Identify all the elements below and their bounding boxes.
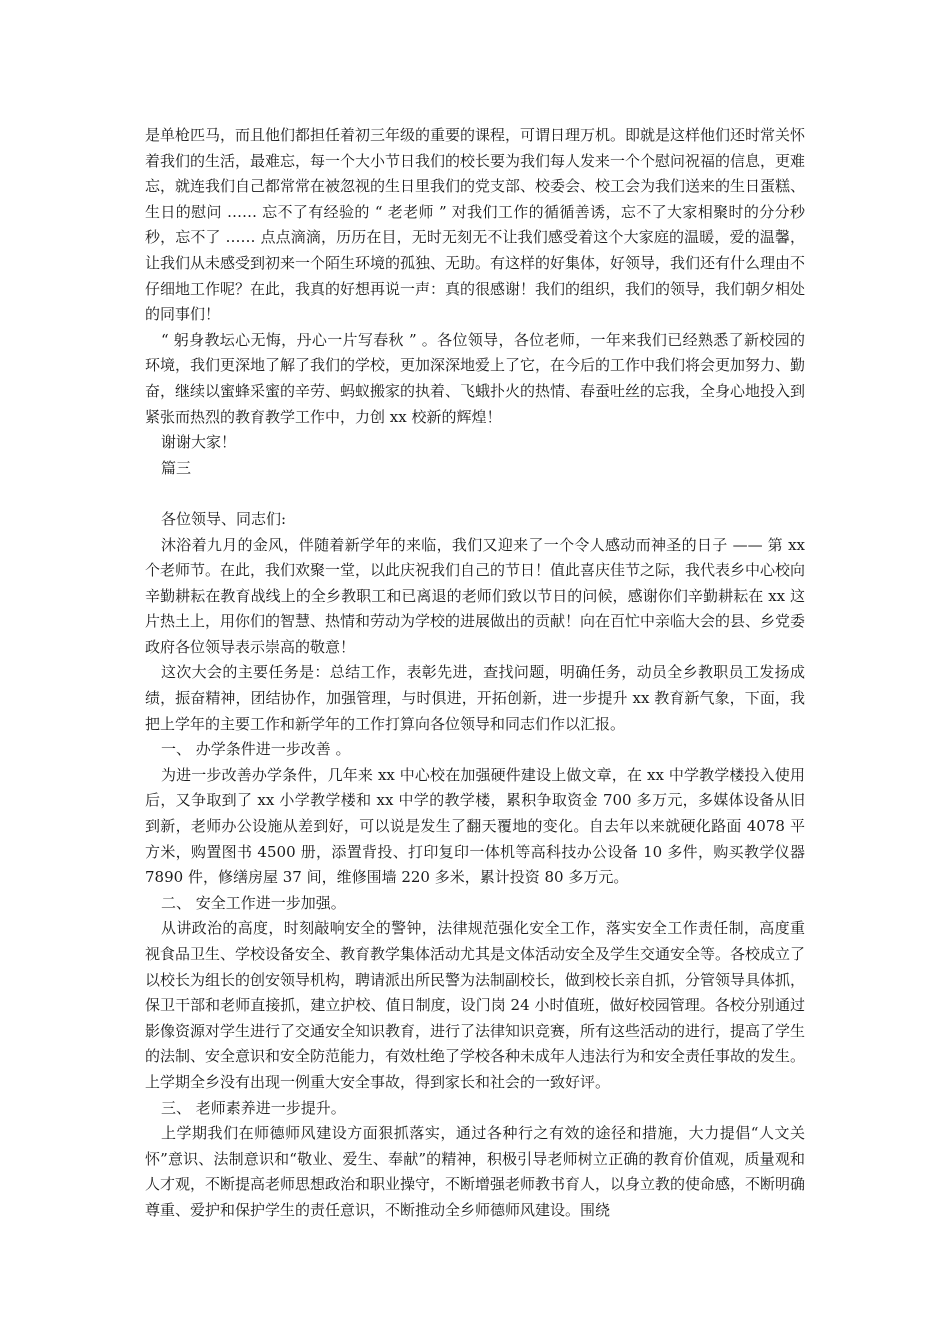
salutation: 各位领导、同志们: [161,509,287,528]
heading-section-2: 二、 安全工作进一步加强。 [161,893,346,912]
heading-section-3: 三、 老师素养进一步提升。 [161,1098,346,1117]
paragraph-2: “ 躬身教坛心无悔，丹心一片写春秋 ” 。各位领导，各位老师，一年来我们已经熟悉了新校园的环境，我们更深地了解了我们的学校，更加深深地爱上了它，在今后的工作中我们将会更加努力、勤奋，继续以蜜蜂采蜜的辛劳、蚂蚁搬家的执着、飞蛾扑火的热情、春蚕吐丝的忘我，全身心地投入到紧张而热烈的教育教学工作中，力创 xx 校新的辉煌！ [145,330,806,426]
blank-line [145,481,805,507]
section-heading-part-three: 篇三 [161,458,192,477]
paragraph-main-tasks: 这次大会的主要任务是：总结工作，表彰先进，查找问题，明确任务，动员全乡教职员工发扬成绩，振奋精神，团结协作，加强管理，与时俱进，开拓创新，进一步提升 xx 教育新气象，下面，我把上学年的主要工作和新学年的工作打算向各位领导和同志们作以汇报。 [145,663,805,733]
paragraph-opening: 沐浴着九月的金风，伴随着新学年的来临，我们又迎来了一个令人感动而神圣的日子 —— 第 xx 个老师节。在此，我们欢聚一堂，以此庆祝我们自己的节日！值此喜庆佳节之际，我代表乡中心校向辛勤耕耘在教育战线上的全乡教职工和已离退的老师们致以节日的问候，感谢你们辛勤耕耘在 xx 这片热土上，用你们的智慧、热情和劳动为学校的进展做出的贡献！向在百忙中亲临大会的县、乡党委政府各位领导表示崇高的敬意！ [145,535,806,656]
document-body [145,123,805,1224]
paragraph-section-1: 为进一步改善办学条件，几年来 xx 中心校在加强硬件建设上做文章，在 xx 中学教学楼投入使用后，又争取到了 xx 小学教学楼和 xx 中学的教学楼，累积争取资金 700 多万元，多媒体设备从旧到新，老师办公设施从差到好，可以说是发生了翻天覆地的变化。自去年以来就硬化路面 4078 平方米，购置图书 4500 册，添置背投、打印复印一体机等高科技办公设备 10 多件，购买教学仪器 7890 件，修缮房屋 37 间，维修围墙 220 多米，累计投资 80 多万元。 [145,765,805,887]
paragraph-section-2: 从讲政治的高度，时刻敲响安全的警钟，法律规范强化安全工作，落实安全工作责任制，高度重视食品卫生、学校设备安全、教育教学集体活动尤其是文体活动安全及学生交通安全等。各校成立了以校长为组长的创安领导机构，聘请派出所民警为法制副校长，做到校长亲自抓，分管领导具体抓，保卫干部和老师直接抓，建立护校、值日制度，设门岗 24 小时值班，做好校园管理。各校分别通过影像资源对学生进行了交通安全知识教育，进行了法律知识竞赛，所有这些活动的进行，提高了学生的法制、安全意识和安全防范能力，有效杜绝了学校各种未成年人违法行为和安全责任事故的发生。上学期全乡没有出现一例重大安全事故，得到家长和社会的一致好评。 [145,919,806,1091]
paragraph-1: 是单枪匹马，而且他们都担任着初三年级的重要的课程，可谓日理万机。即就是这样他们还时常关怀着我们的生活，最难忘，每一个大小节日我们的校长要为我们每人发来一个个慰问祝福的信息，更难忘，就连我们自己都常常在被忽视的生日里我们的党支部、校委会、校工会为我们送来的生日蛋糕、生日的慰问 …… 忘不了有经验的 “ 老老师 ” 对我们工作的循循善诱，忘不了大家相聚时的分分秒秒，忘不了 …… 点点滴滴，历历在目，无时无刻无不让我们感受着这个大家庭的温暖，爱的温馨，让我们从未感受到初来一个陌生环境的孤独、无助。有这样的好集体，好领导，我们还有什么理由不仔细地工作呢？在此，我真的好想再说一声：真的很感谢！我们的组织，我们的领导，我们朝夕相处的同事们！ [145,126,806,324]
thanks-line: 谢谢大家！ [161,433,237,452]
heading-section-1: 一、 办学条件进一步改善 。 [161,740,351,759]
paragraph-section-3: 上学期我们在师德师风建设方面狠抓落实，通过各种行之有效的途径和措施，大力提倡“人文关怀”意识、法制意识和“敬业、爱生、奉献”的精神，积极引导老师树立正确的教育价值观，质量观和人才观，不断提高老师思想政治和职业操守，不断增强老师教书育人，以身立教的使命感，不断明确尊重、爱护和保护学生的责任意识，不断推动全乡师德师风建设。围绕 [145,1124,806,1219]
